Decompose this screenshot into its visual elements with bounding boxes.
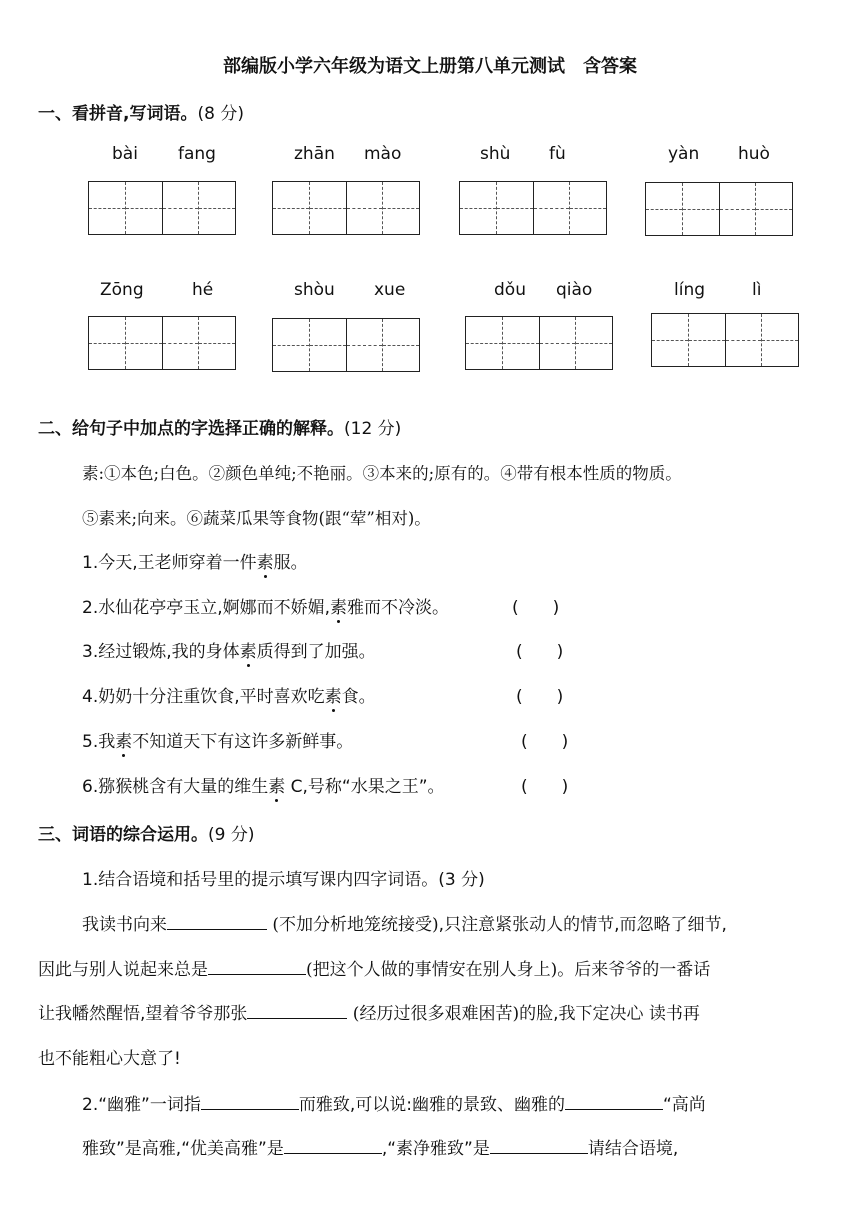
passage-line-3: 让我幡然醒悟,望着爷爷那张 (经历过很多艰难困苦)的脸,我下定决心 读书再 — [38, 999, 700, 1024]
writing-grid[interactable] — [272, 318, 420, 372]
pinyin-5b: hé — [192, 280, 214, 300]
section-3-title: 三、词语的综合运用。 — [38, 825, 208, 845]
section-1-points: (8 分) — [197, 104, 244, 124]
definition-line-1: 素:①本色;白色。②颜色单纯;不艳丽。③本来的;原有的。④带有根本性质的物质。 — [82, 464, 682, 483]
answer-blank[interactable] — [201, 1092, 299, 1110]
writing-grid[interactable] — [459, 181, 607, 235]
section-2-heading — [38, 414, 401, 439]
pinyin-7a: dǒu — [494, 280, 526, 300]
answer-blank[interactable] — [247, 1001, 347, 1019]
pinyin-6a: shòu — [294, 280, 335, 300]
pinyin-4b: huò — [738, 144, 770, 164]
answer-blank[interactable] — [490, 1136, 588, 1154]
writing-grid[interactable] — [651, 313, 799, 367]
writing-grid[interactable] — [272, 181, 420, 235]
answer-blank[interactable] — [284, 1136, 382, 1154]
answer-paren-6[interactable]: ( ) — [521, 777, 569, 797]
question-2-3: 3.经过锻炼,我的身体素质得到了加强。 — [82, 637, 376, 662]
dotted-char: 素 — [240, 637, 257, 662]
passage-line-1: 我读书向来 (不加分析地笼统接受),只注意紧张动人的情节,而忽略了细节, — [82, 910, 727, 935]
pinyin-1a: bài — [112, 144, 138, 164]
pinyin-3b: fù — [549, 144, 566, 164]
pinyin-7b: qiào — [556, 280, 593, 300]
dotted-char: 素 — [257, 548, 274, 573]
dotted-char: 素 — [325, 682, 342, 707]
answer-blank[interactable] — [167, 912, 267, 930]
writing-grid[interactable] — [465, 316, 613, 370]
pinyin-2a: zhān — [294, 144, 335, 164]
pinyin-3a: shù — [480, 144, 511, 164]
question-2-6: 6.猕猴桃含有大量的维生素 C,号称“水果之王”。 — [82, 772, 445, 797]
dotted-char: 素 — [115, 727, 132, 752]
question-3-1: 1.结合语境和括号里的提示填写课内四字词语。(3 分) — [82, 870, 485, 890]
pinyin-1b: fang — [178, 144, 216, 164]
section-1-heading — [38, 99, 244, 124]
answer-paren-3[interactable]: ( ) — [516, 642, 564, 662]
question-2-2: 2.水仙花亭亭玉立,婀娜而不娇媚,素雅而不冷淡。 — [82, 593, 449, 618]
pinyin-4a: yàn — [668, 144, 700, 164]
pinyin-8a: líng — [674, 280, 706, 300]
dotted-char: 素 — [268, 772, 285, 797]
definition-line-2: ⑤素来;向来。⑥蔬菜瓜果等食物(跟“荤”相对)。 — [82, 509, 431, 528]
question-2-4: 4.奶奶十分注重饮食,平时喜欢吃素食。 — [82, 682, 376, 707]
page-title: 部编版小学六年级为语文上册第八单元测试 含答案 — [223, 56, 637, 77]
pinyin-8b: lì — [752, 280, 762, 300]
question-2-5: 5.我素不知道天下有这许多新鲜事。 — [82, 727, 353, 752]
section-1-title: 一、看拼音,写词语。 — [38, 104, 198, 124]
answer-paren-5[interactable]: ( ) — [521, 732, 569, 752]
section-2-title: 二、给句子中加点的字选择正确的解释。 — [38, 419, 344, 439]
question-3-2-line-2: 雅致”是高雅,“优美高雅”是 ,“素净雅致”是 请结合语境, — [82, 1134, 678, 1159]
section-2-points: (12 分) — [344, 419, 402, 439]
pinyin-5a: Zōng — [100, 280, 144, 300]
pinyin-6b: xue — [374, 280, 406, 300]
answer-paren-4[interactable]: ( ) — [516, 687, 564, 707]
writing-grid[interactable] — [88, 316, 236, 370]
answer-blank[interactable] — [208, 957, 306, 975]
section-3-points: (9 分) — [208, 825, 255, 845]
dotted-char: 素 — [330, 593, 347, 618]
answer-paren-2[interactable]: ( ) — [512, 598, 560, 618]
question-2-1: 1.今天,王老师穿着一件素服。 — [82, 548, 308, 573]
passage-line-2: 因此与别人说起来总是 (把这个人做的事情安在别人身上)。后来爷爷的一番话 — [38, 955, 710, 980]
writing-grid[interactable] — [645, 182, 793, 236]
section-3-heading — [38, 820, 254, 845]
passage-line-4: 也不能粗心大意了! — [38, 1049, 181, 1069]
answer-blank[interactable] — [565, 1092, 663, 1110]
pinyin-2b: mào — [364, 144, 402, 164]
writing-grid[interactable] — [88, 181, 236, 235]
question-3-2-line-1: 2.“幽雅”一词指 而雅致,可以说:幽雅的景致、幽雅的 “高尚 — [82, 1090, 706, 1115]
